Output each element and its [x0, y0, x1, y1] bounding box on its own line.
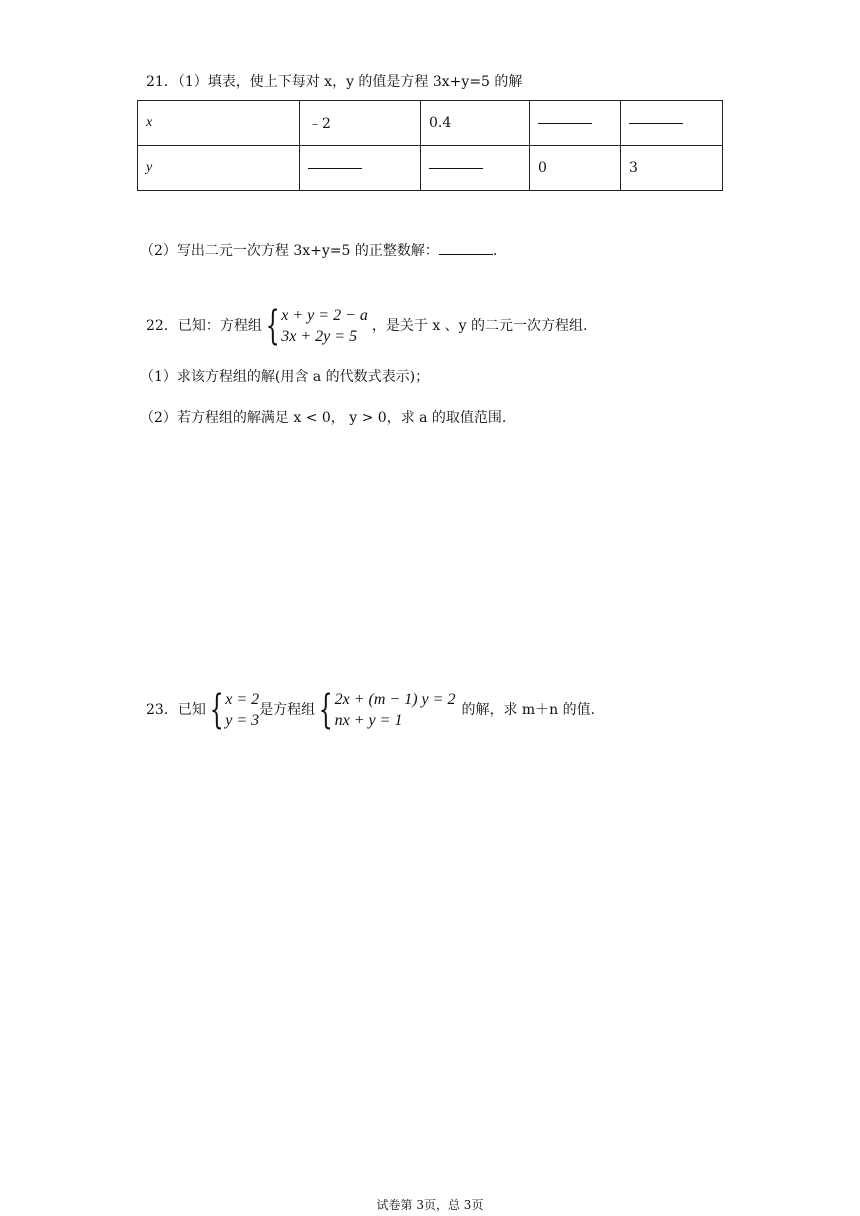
q23-prefix: 23．已知	[146, 702, 206, 718]
q23-middle: 是方程组	[259, 702, 316, 718]
cell-y-1	[300, 146, 421, 191]
q23-sol2: y = 3	[225, 712, 260, 729]
cell-y-4: 3	[621, 146, 723, 191]
q22-suffix: ，是关于 x 、y 的二元一次方程组.	[371, 318, 588, 334]
q21-answer-table	[137, 100, 723, 191]
q22-equation-system	[262, 305, 368, 347]
q23-sol1: x = 2	[225, 691, 260, 708]
q23-eq2: nx + y = 1	[334, 712, 403, 729]
table-row-x	[138, 101, 723, 146]
blank-x-3	[538, 122, 592, 124]
q23-brace-1: {	[209, 687, 224, 733]
cell-x-1: ﹣2	[300, 101, 421, 146]
cell-x-2: 0.4	[421, 101, 530, 146]
row-x-label: x	[138, 101, 300, 146]
blank-y-1	[308, 167, 362, 169]
q21-part2-text: （2）写出二元一次方程 3x+y=5 的正整数解：	[140, 243, 439, 259]
q22-statement	[146, 304, 587, 348]
q23-brace-2: {	[318, 687, 333, 733]
cell-y-2	[421, 146, 530, 191]
q22-part2: （2）若方程组的解满足 x < 0， y > 0，求 a 的取值范围.	[140, 410, 507, 426]
row-y-label: y	[138, 146, 300, 191]
q21-part2-blank	[439, 242, 493, 255]
q23-eq1: 2x + (m − 1) y = 2	[334, 691, 456, 708]
q22-eq1: x + y = 2 − a	[281, 307, 368, 324]
q21-part2-end: .	[492, 243, 498, 259]
q23-equation-system	[315, 689, 455, 731]
cell-x-4	[621, 101, 723, 146]
q21-part2	[140, 241, 497, 261]
blank-y-2	[429, 167, 483, 169]
cell-y-3: 0	[530, 146, 621, 191]
q23-solution-system	[206, 689, 259, 731]
q23-statement	[146, 688, 595, 732]
q22-brace: {	[265, 303, 280, 349]
q21-title: 21．（1）填表，使上下每对 x，y 的值是方程 3x+y=5 的解	[146, 74, 523, 90]
q22-prefix: 22．已知：方程组	[146, 318, 262, 334]
table-row-y	[138, 146, 723, 191]
q22-eq2: 3x + 2y = 5	[281, 328, 358, 345]
q22-part1: （1）求该方程组的解(用含 a 的代数式表示)；	[140, 369, 430, 385]
cell-x-3	[530, 101, 621, 146]
blank-x-4	[629, 122, 683, 124]
q23-suffix: 的解，求 m＋n 的值.	[461, 702, 596, 718]
page-footer: 试卷第 3页，总 3页	[376, 1198, 484, 1212]
